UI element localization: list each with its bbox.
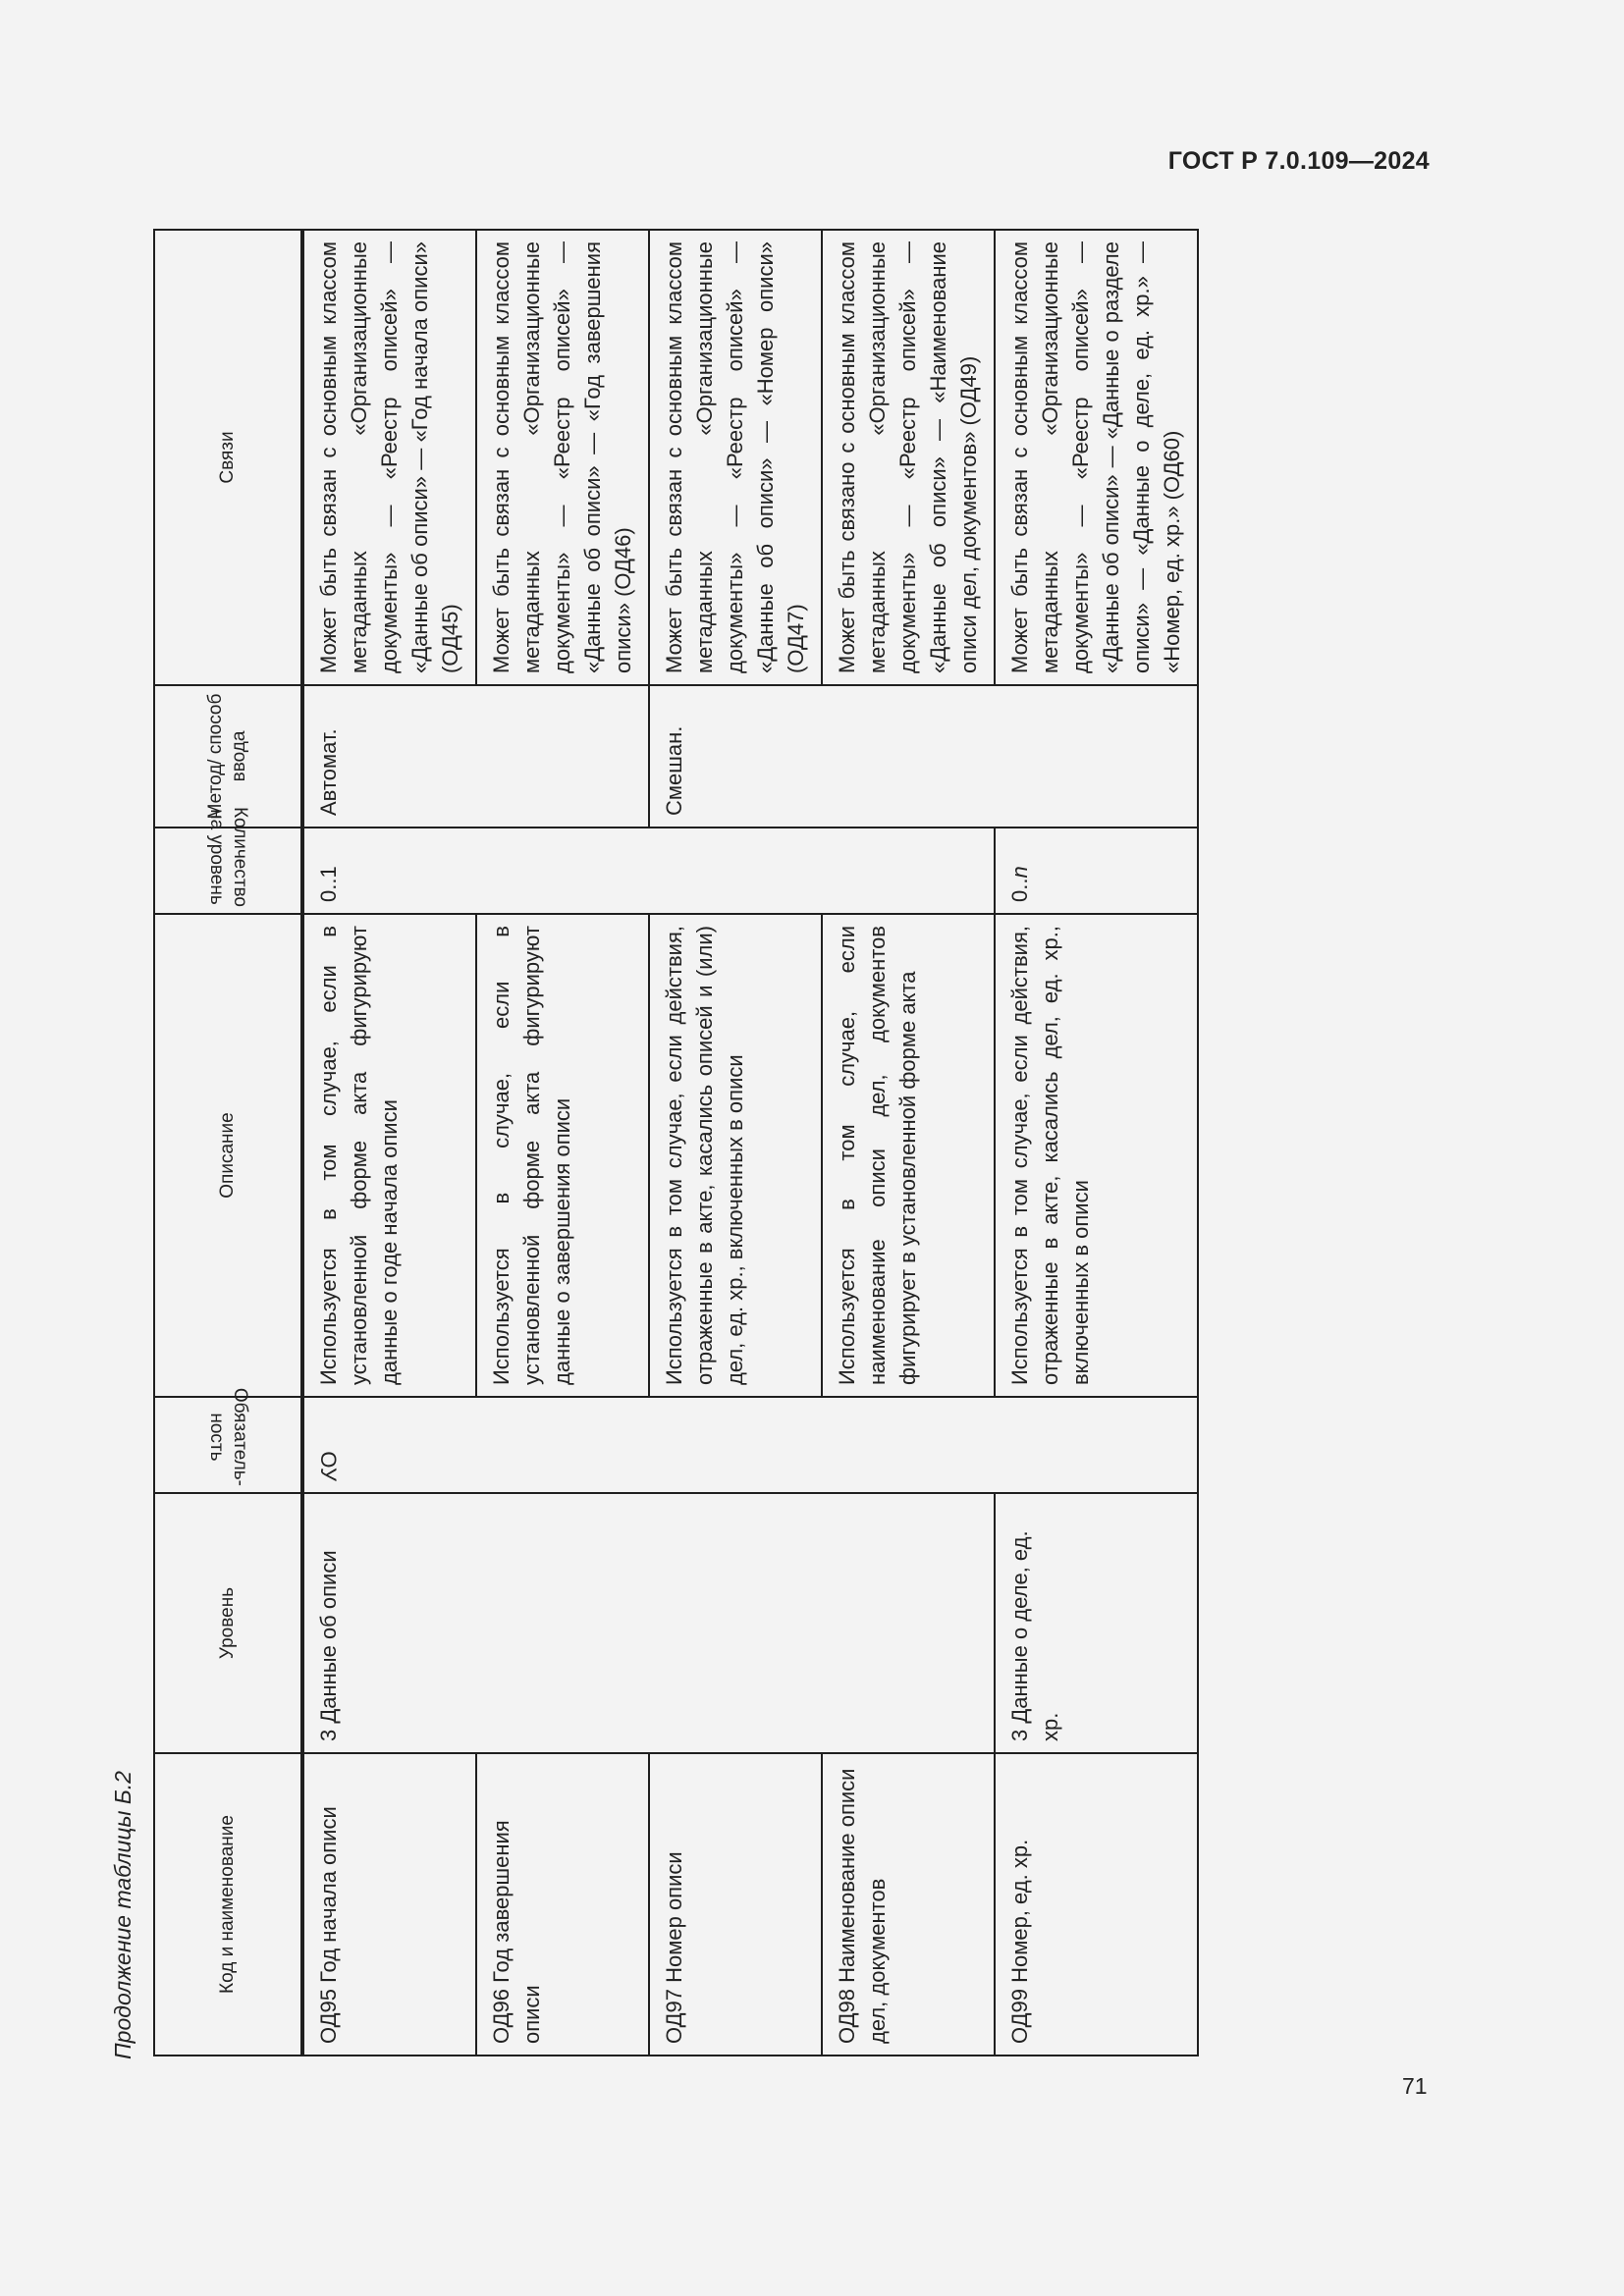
cell-description: Используется в том случае, если наименование описи дел, документов фигурирует в установленной форме акта bbox=[822, 914, 995, 1397]
header-mandatory bbox=[154, 1387, 302, 1493]
document-code: ГОСТ Р 7.0.109—2024 bbox=[1167, 147, 1430, 175]
cell-mandatory bbox=[995, 1397, 1198, 1493]
table-header-row bbox=[154, 230, 302, 2056]
cell-quantity bbox=[822, 828, 995, 914]
header-level: Уровень bbox=[154, 1493, 302, 1753]
cell-links: Может быть связан с основным классом метаданных «Организационные документы» — «Реестр описей» — «Данные об описи» — «Год начала описи» (ОД45) bbox=[302, 230, 476, 685]
header-description: Описание bbox=[154, 914, 302, 1397]
cell-quantity: 0..1 bbox=[302, 828, 476, 914]
header-links: Связи bbox=[154, 230, 302, 685]
cell-links: Может быть связан с основным классом метаданных «Организационные документы» — «Реестр описей» — «Данные об описи» — «Год завершения описи» (ОД46) bbox=[476, 230, 649, 685]
table-row bbox=[995, 230, 1198, 2056]
cell-description: Используется в случае, если в установленной форме акта фигурируют данные о завершения описи bbox=[476, 914, 649, 1397]
table-row bbox=[822, 230, 995, 2056]
cell-quantity bbox=[995, 828, 1198, 914]
cell-mandatory bbox=[302, 1397, 476, 1493]
cell-code: ОД98 Наименование описи дел, документов bbox=[822, 1753, 995, 2056]
table-row bbox=[476, 230, 649, 2056]
cell-links: Может быть связан с основным классом метаданных «Организационные документы» — «Реестр описей» — «Данные об описи» — «Данные о разделе описи» — «Данные о деле, ед. хр.» — «Номер, ед. хр.» (ОД60) bbox=[995, 230, 1198, 685]
cell-links: Может быть связано с основным классом метаданных «Организационные документы» — «Реестр описей» — «Данные об описи» — «Наименование описи дел, документов» (ОД49) bbox=[822, 230, 995, 685]
cell-description: Используется в том случае, если действия, отраженные в акте, касались описей и (или) дел, ед. хр., включенных в описи bbox=[649, 914, 822, 1397]
cell-quantity-n: n bbox=[1006, 866, 1032, 879]
cell-method: Смешан. bbox=[649, 685, 822, 828]
table-row bbox=[302, 230, 476, 2056]
metadata-table bbox=[153, 231, 1199, 2056]
cell-method: Автомат. bbox=[302, 685, 476, 828]
cell-code: ОД95 Год начала описи bbox=[302, 1753, 476, 2056]
cell-method bbox=[822, 685, 995, 828]
cell-level bbox=[822, 1493, 995, 1753]
cell-mandatory bbox=[649, 1397, 822, 1493]
cell-mandatory bbox=[476, 1397, 649, 1493]
cell-mandatory bbox=[822, 1397, 995, 1493]
cell-method bbox=[476, 685, 649, 828]
cell-level: 3 Данные о деле, ед. хр. bbox=[995, 1493, 1198, 1753]
header-code: Код и наименование bbox=[154, 1753, 302, 2056]
header-quantity bbox=[154, 806, 302, 914]
table-row bbox=[649, 230, 822, 2056]
cell-code: ОД99 Номер, ед. хр. bbox=[995, 1753, 1198, 2056]
cell-quantity bbox=[649, 828, 822, 914]
cell-level bbox=[649, 1493, 822, 1753]
cell-level: 3 Данные об описи bbox=[302, 1493, 476, 1753]
cell-links: Может быть связан с основным классом метаданных «Организационные документы» — «Реестр описей» — «Данные об описи» — «Номер описи» (ОД47) bbox=[649, 230, 822, 685]
header-quantity-text: Количество на уровень bbox=[206, 806, 250, 907]
cell-method bbox=[995, 685, 1198, 828]
cell-description: Используется в том случае, если в установленной форме акта фигурируют данные о годе начала описи bbox=[302, 914, 476, 1397]
cell-code: ОД96 Год завершения описи bbox=[476, 1753, 649, 2056]
cell-code: ОД97 Номер описи bbox=[649, 1753, 822, 2056]
header-method: Метод/ способ ввода bbox=[154, 685, 302, 828]
cell-quantity-prefix: 0.. bbox=[1006, 878, 1032, 902]
header-mandatory-text: Обязатель-ность bbox=[206, 1387, 250, 1486]
cell-mandatory-text: ОУ bbox=[316, 1451, 341, 1481]
cell-level bbox=[476, 1493, 649, 1753]
page-number: 71 bbox=[1402, 2073, 1428, 2099]
table-caption: Продолжение таблицы Б.2 bbox=[110, 1771, 135, 2059]
cell-quantity bbox=[476, 828, 649, 914]
cell-description: Используется в том случае, если действия, отраженные в акте, касались дел, ед. хр., включенных в описи bbox=[995, 914, 1198, 1397]
